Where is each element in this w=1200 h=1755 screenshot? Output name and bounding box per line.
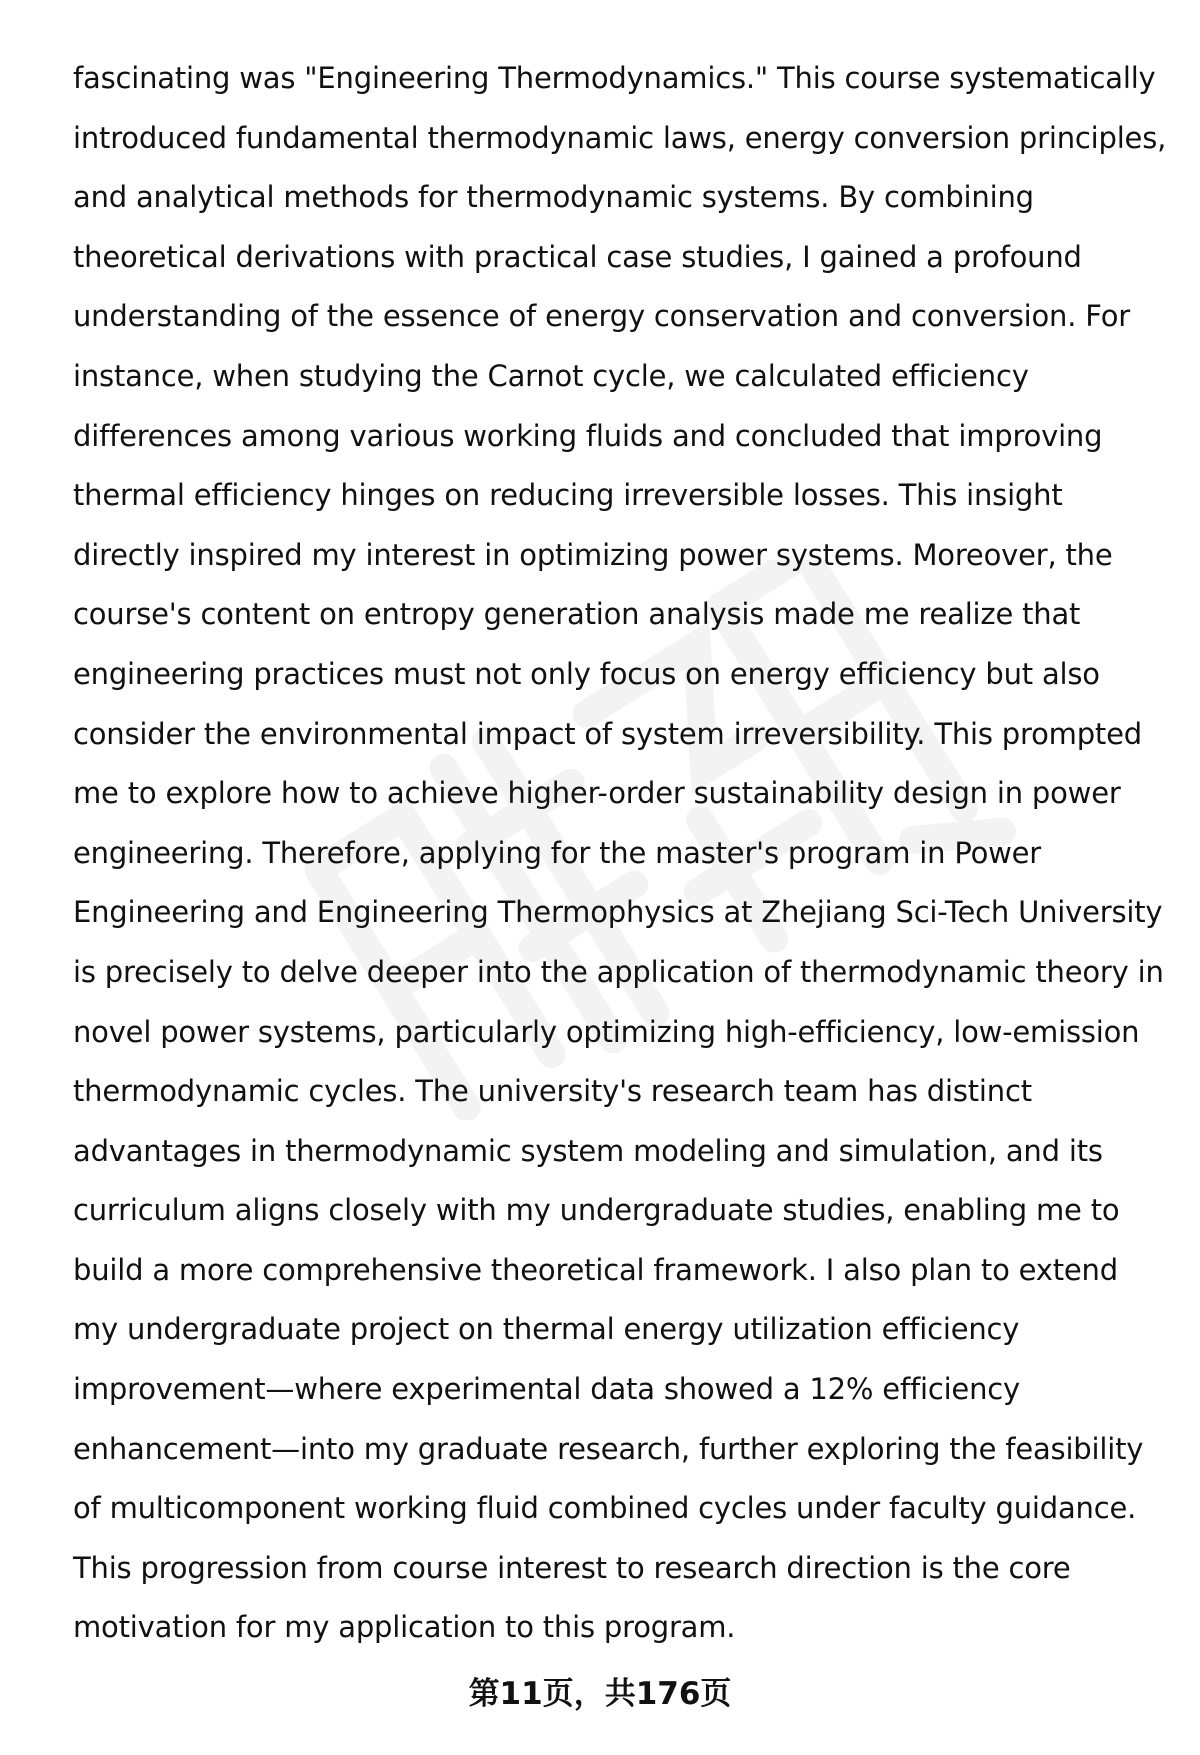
- text-line: build a more comprehensive theoretical framework. I also plan to extend: [73, 1252, 1118, 1287]
- text-line: motivation for my application to this program.: [73, 1610, 736, 1645]
- text-line: differences among various working fluids and concluded that improving: [73, 418, 1103, 453]
- text-line: novel power systems, particularly optimizing high-efficiency, low-emission: [73, 1014, 1140, 1049]
- text-line: engineering practices must not only focus on energy efficiency but also: [73, 656, 1100, 691]
- text-line: Engineering and Engineering Thermophysics at Zhejiang Sci-Tech University: [73, 895, 1163, 930]
- text-line: my undergraduate project on thermal energy utilization efficiency: [73, 1312, 1020, 1347]
- text-line: improvement—where experimental data showed a 12% efficiency: [73, 1372, 1020, 1407]
- text-line: enhancement—into my graduate research, further exploring the feasibility: [73, 1431, 1144, 1466]
- text-line: introduced fundamental thermodynamic laws, energy conversion principles,: [73, 120, 1167, 155]
- page-number-footer: 第11页，共176页: [468, 1676, 732, 1712]
- body-text: [73, 49, 1183, 1658]
- text-line: directly inspired my interest in optimizing power systems. Moreover, the: [73, 537, 1113, 572]
- text-line: is precisely to delve deeper into the application of thermodynamic theory in: [73, 954, 1164, 989]
- text-line: and analytical methods for thermodynamic systems. By combining: [73, 180, 1034, 215]
- text-line: thermodynamic cycles. The university's research team has distinct: [73, 1074, 1032, 1109]
- text-line: theoretical derivations with practical case studies, I gained a profound: [73, 239, 1082, 274]
- text-line: understanding of the essence of energy conservation and conversion. For: [73, 299, 1130, 334]
- text-line: instance, when studying the Carnot cycle, we calculated efficiency: [73, 358, 1029, 393]
- text-line: curriculum aligns closely with my undergraduate studies, enabling me to: [73, 1193, 1120, 1228]
- text-line: me to explore how to achieve higher-order sustainability design in power: [73, 776, 1121, 811]
- text-line: consider the environmental impact of system irreversibility. This prompted: [73, 716, 1142, 751]
- text-line: thermal efficiency hinges on reducing irreversible losses. This insight: [73, 478, 1063, 513]
- text-line: fascinating was "Engineering Thermodynamics." This course systematically: [73, 61, 1156, 95]
- text-line: advantages in thermodynamic system modeling and simulation, and its: [73, 1133, 1103, 1168]
- text-line: engineering. Therefore, applying for the master's program in Power: [73, 835, 1042, 870]
- text-line: of multicomponent working fluid combined cycles under faculty guidance.: [73, 1491, 1137, 1526]
- text-line: course's content on entropy generation analysis made me realize that: [73, 597, 1081, 632]
- text-line: This progression from course interest to research direction is the core: [73, 1550, 1071, 1585]
